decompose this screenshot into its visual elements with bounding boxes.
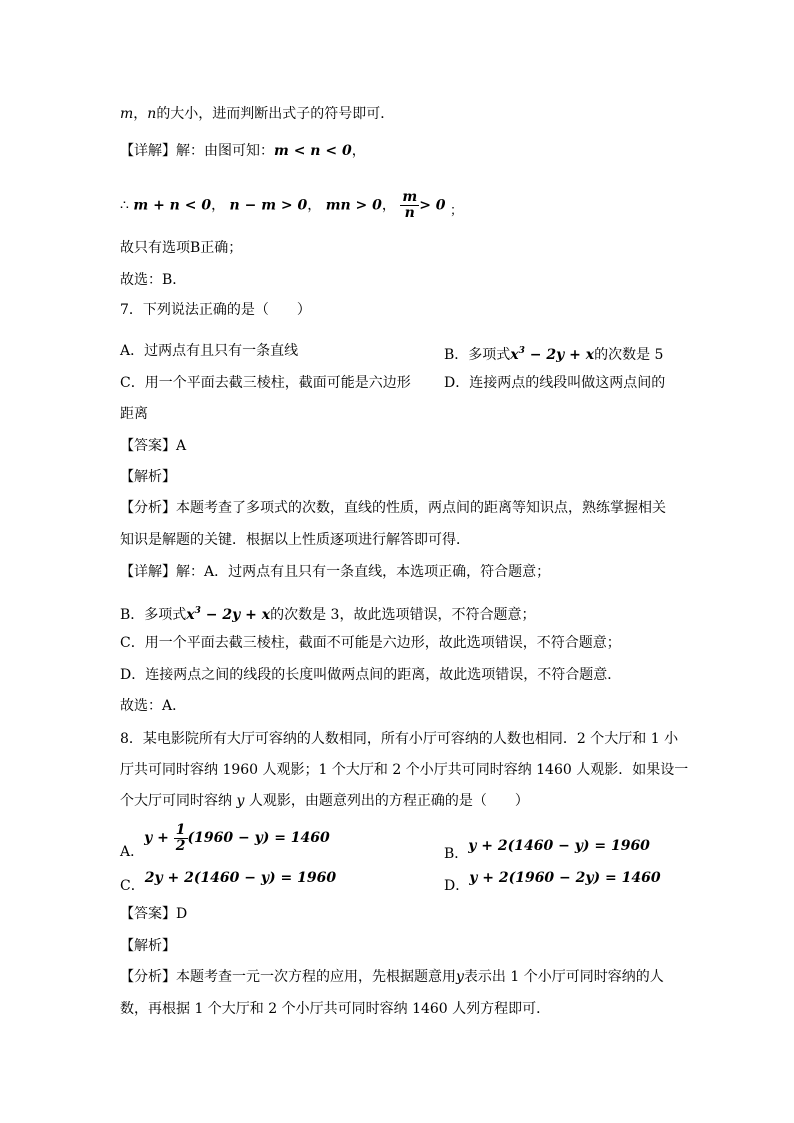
- q8-line-3: [120, 791, 529, 811]
- q6-detail-label: 【详解】解：由图可知：: [120, 143, 274, 159]
- q7-choose: 故选：A．: [120, 698, 187, 714]
- q8-option-a-pre: y +: [144, 830, 174, 846]
- q7-option-c: C．用一个平面去截三棱柱，截面可能是六边形: [120, 375, 411, 391]
- q6-expr-1: m + n < 0: [133, 197, 212, 214]
- q8-option-d-expr: y + 2(1960 − 2y) = 1460: [469, 870, 661, 886]
- q7-option-b-exp: 3: [518, 346, 525, 356]
- q7-answer: 【答案】A: [120, 438, 187, 454]
- q8-analysis: 【解析】: [120, 938, 176, 954]
- q6-frac-den: n: [404, 205, 415, 221]
- q8-line-3-pre: 个大厅可同时容纳: [120, 793, 237, 809]
- q7-xiangjie-2-x: x: [186, 607, 195, 623]
- q6-frac-rest: > 0: [419, 197, 446, 214]
- q7-xiangjie-1: 【详解】解：A．过两点有且只有一条直线，本选项正确，符合题意；: [120, 564, 551, 580]
- q7-analysis: 【解析】: [120, 469, 176, 485]
- q8-fenxi-2: 数，再根据 1 个大厅和 2 个小厅共可同时容纳 1460 人列方程即可．: [120, 1001, 551, 1017]
- comma: ，: [211, 197, 226, 214]
- q8-option-a-frac-num: 1: [175, 821, 186, 838]
- q6-detail-expr: m < n < 0: [274, 143, 352, 159]
- q6-frac-num: m: [402, 189, 418, 205]
- q7-xiangjie-3: C．用一个平面去截三棱柱，截面不可能是六边形，故此选项错误，不符合题意；: [120, 635, 621, 651]
- q7-xiangjie-2-pre: B．多项式: [120, 607, 187, 623]
- q8-fenxi-1-post: 表示出 1 个小厅可同时容纳的人: [463, 969, 664, 985]
- comma: ，: [133, 106, 148, 122]
- comma: ，: [351, 143, 366, 159]
- q8-option-b-expr: y + 2(1460 − y) = 1960: [468, 838, 650, 854]
- q7-fenxi-2: 知识是解题的关键．根据以上性质逐项进行解答即可得．: [120, 532, 470, 548]
- q8-fenxi-1-pre: 【分析】本题考查一元一次方程的应用，先根据题意用: [120, 969, 456, 985]
- q8-option-c-label: C．: [120, 878, 145, 894]
- comma: ，: [381, 197, 396, 214]
- q6-conclusion: 故只有选项B正确；: [120, 240, 243, 256]
- q8-fenxi-1-var: y: [456, 969, 464, 985]
- q6-choose: 故选：B．: [120, 272, 187, 288]
- q8-option-a-frac-den: 2: [175, 837, 186, 854]
- q8-option-b: [444, 832, 650, 868]
- q8-line-3-var: y: [236, 793, 245, 809]
- q8-line-2: 厅共可同时容纳 1960 人观影；1 个大厅和 2 个小厅共可同时容纳 1460 人观影．如果设一: [120, 762, 689, 778]
- q8-option-d: [444, 864, 661, 900]
- q7-xiangjie-2-exp: 3: [194, 606, 201, 616]
- q7-option-d: D．连接两点的线段叫做这两点间的: [444, 375, 666, 391]
- q8-option-b-label: B．: [444, 846, 469, 862]
- q7-option-b-rest: − 2y + x: [524, 347, 595, 363]
- q6-intro-line: [120, 104, 394, 124]
- q8-option-a-post: (1960 − y) = 1460: [187, 830, 330, 846]
- q6-detail-line: [120, 141, 366, 161]
- q6-expr-2: n − m > 0: [229, 197, 308, 214]
- q7-option-d-cont: 距离: [120, 406, 148, 422]
- q8-answer: 【答案】D: [120, 906, 188, 922]
- q7-question: 7．下列说法正确的是（ ）: [120, 302, 311, 318]
- q7-xiangjie-2: [120, 601, 535, 625]
- q8-line-1: 8．某电影院所有大厅可容纳的人数相同，所有小厅可容纳的人数也相同．2 个大厅和 1 小: [120, 731, 679, 747]
- q7-option-a: A．过两点有且只有一条直线: [120, 343, 299, 359]
- comma: ，: [307, 197, 322, 214]
- q7-xiangjie-2-rest: − 2y + x: [200, 607, 271, 623]
- semicolon: ；: [450, 203, 464, 219]
- q7-xiangjie-2-post: 的次数是 3，故此选项错误，不符合题意；: [270, 607, 536, 623]
- q7-xiangjie-4: D．连接两点之间的线段的长度叫做两点间的距离，故此选项错误，不符合题意．: [120, 667, 622, 683]
- q6-fraction: [400, 190, 419, 221]
- q7-option-b-post: 的次数是 5: [594, 347, 664, 363]
- q7-option-b: [444, 341, 663, 365]
- q8-fenxi-1: [120, 967, 664, 987]
- q6-therefore-line: [120, 190, 463, 227]
- q8-option-a-label: A．: [120, 844, 145, 860]
- var-n: n: [147, 106, 157, 122]
- q8-option-c-expr: 2y + 2(1460 − y) = 1960: [144, 870, 337, 886]
- var-m: m: [120, 106, 134, 122]
- therefore-symbol: ∴: [120, 197, 129, 214]
- q7-option-b-x: x: [510, 347, 519, 363]
- q8-option-a-frac: [174, 823, 188, 854]
- q7-fenxi-1: 【分析】本题考查了多项式的次数，直线的性质，两点间的距离等知识点，熟练掌握相关: [120, 500, 666, 516]
- q6-expr-3: mn > 0: [325, 197, 382, 214]
- q8-option-c: [120, 864, 336, 900]
- q8-line-3-post: 人观影，由题意列出的方程正确的是（ ）: [244, 793, 529, 809]
- q7-option-b-pre: B．多项式: [444, 347, 511, 363]
- q8-option-a: [120, 822, 330, 868]
- q6-intro-text: 的大小，进而判断出式子的符号即可．: [156, 106, 395, 122]
- q8-option-d-label: D．: [444, 878, 470, 894]
